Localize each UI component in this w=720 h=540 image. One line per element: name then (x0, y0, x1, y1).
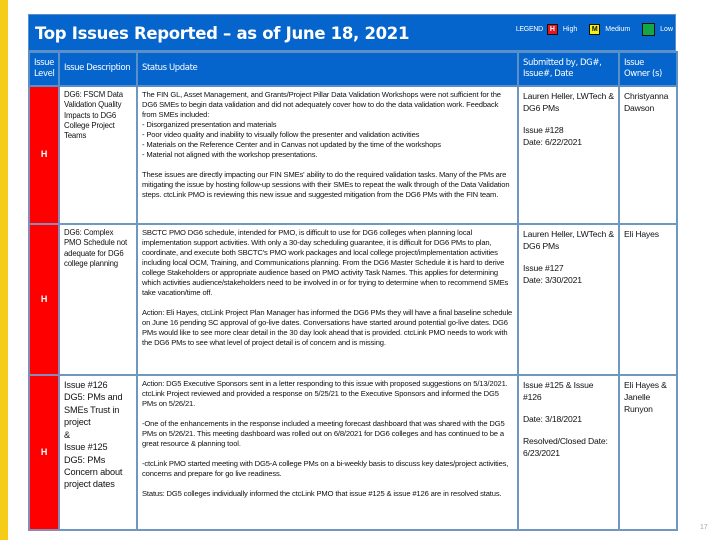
submitted-by (518, 224, 619, 375)
status-paragraph: The FIN GL, Asset Management, and Grants/Project Pillar Data Validation Workshops were not sufficient for the DG6 SMEs to begin data validation and did not adequately cover how to do the data validation work. Feedback from SMEs included: (142, 90, 501, 120)
legend (516, 23, 673, 36)
status-action: Action: Eli Hayes, ctcLink Project Plan Manager has informed the DG6 PMs they will have a final baseline schedule on June 16 pending SC approval of go-live dates. Conversations have started around potential go-live dates. DG6 PMs would like to see more clear detail in the 30 day look ahead that is provided. ctcLink PMO needs to work with the DG6 PMs to see what level of project detail is of concern and is missing. (142, 308, 513, 348)
status-paragraph: -One of the enhancements in the response included a meeting forecast dashboard that was shared with the DG5 PMs on 5/26/21. This meeting dashboard was rolled out on 6/8/2021 for DG6 colleges and has continued to be a great resource & planning tool. (142, 419, 505, 449)
issue-level-badge: H (29, 375, 59, 530)
description-line: Issue #125 (64, 442, 108, 453)
legend-low-swatch (642, 23, 655, 36)
status-update (137, 86, 518, 224)
issues-sheet (28, 14, 676, 531)
col-header-owner: Issue Owner (s) (619, 52, 677, 86)
status-paragraph: These issues are directly impacting our FIN SMEs' ability to do the required validation tasks. Many of the PMs are mitigating the issue by hosting follow-up sessions with their SMEs to repeat the walk through of the Data Validation steps. ctcLink PMO is reviewing this new issue and suggested mitigation from the DG6 PMs with the FIN team. (142, 170, 510, 200)
description-line: DG5: PMs and SMEs Trust in project (64, 392, 123, 428)
status-paragraph: SBCTC PMO DG6 schedule, intended for PMO, is difficult to use for DG6 colleges when planning local implementation support activities. With only a 30-day scheduling guarantee, it is difficult for DG6 PMs to plan, coordinate, and execute both SBCTC's PMO work packages and local college project/implementation activities including local OCM, Training, and Communications planning. From the DG6 Master Schedule it is hard to derive college Stakeholders or appropriate audience based on PMO activity Task Names. This applies for determining which activities audience/stakeholders need to be involved in or for trying to determine when to recommend SMEs take vacation/time off. (142, 228, 509, 298)
issue-description (59, 375, 137, 530)
issue-owner: Christyanna Dawson (619, 86, 677, 224)
description-line: Issue #126 (64, 380, 108, 390)
issue-number: Issue #127 (523, 263, 564, 274)
issue-description: DG6: Complex PMO Schedule not adequate for DG6 college planning (59, 224, 137, 375)
accent-bar (0, 0, 8, 540)
legend-label: LEGEND (515, 26, 543, 33)
status-bullet: - Poor video quality and inability to visually follow the presenter and validation activities (142, 130, 420, 140)
table-row (29, 224, 677, 375)
col-header-description: Issue Description (59, 52, 137, 86)
issue-level-badge: H (29, 86, 59, 224)
issues-table (28, 51, 678, 531)
issue-level-badge: H (29, 224, 59, 375)
table-row (29, 375, 677, 530)
submitter: Lauren Heller, LWTech & DG6 PMs (523, 91, 614, 114)
legend-medium-swatch: M (589, 24, 600, 35)
col-header-submitted: Submitted by, DG#, Issue#, Date (518, 52, 619, 86)
header-row (29, 52, 677, 86)
status-update (137, 224, 518, 375)
status-resolution: Status: DG5 colleges individually informed the ctcLink PMO that issue #125 & issue #126 are in resolved status. (142, 489, 502, 499)
submitted-by (518, 86, 619, 224)
description-line: DG5: PMs Concern about project dates (64, 454, 123, 490)
legend-low-label: Low (660, 26, 673, 33)
page-title: Top Issues Reported – as of June 18, 2021 (35, 24, 410, 43)
issue-number: Issue #125 & Issue #126 (523, 380, 594, 403)
page-number: 17 (700, 524, 708, 531)
issue-date: Date: 6/22/2021 (523, 137, 582, 148)
submitter: Lauren Heller, LWTech & DG6 PMs (523, 229, 614, 252)
status-bullet: - Disorganized presentation and materials (142, 120, 277, 130)
issue-date: Date: 3/30/2021 (523, 275, 582, 286)
legend-high-label: High (562, 26, 578, 33)
title-bar (28, 14, 676, 51)
issue-owner: Eli Hayes & Janelle Runyon (619, 375, 677, 530)
status-paragraph: -ctcLink PMO started meeting with DG5-A college PMs on a bi-weekly basis to discuss key dates/project activities, concerns and prepare for go live readiness. (142, 459, 509, 479)
submitted-by (518, 375, 619, 530)
status-action: Action: DG5 Executive Sponsors sent in a letter responding to this issue with proposed suggestions on 5/13/2021. ctcLink Project reviewed and provided a response on 5/25/21 to the Executive Sponsors and informed the DG5 PMs on 5/26/21. (142, 379, 508, 409)
legend-medium-label: Medium (605, 26, 631, 33)
col-header-status: Status Update (137, 52, 518, 86)
status-update (137, 375, 518, 530)
legend-high-swatch: H (547, 24, 558, 35)
status-bullet: - Material not aligned with the workshop presentations. (142, 150, 318, 160)
description-line: & (64, 429, 70, 440)
issue-description: DG6: FSCM Data Validation Quality Impacts to DG6 College Project Teams (59, 86, 137, 224)
col-header-level: Issue Level (29, 52, 59, 86)
issue-number: Issue #128 (523, 125, 564, 136)
resolved-date: Resolved/Closed Date: 6/23/2021 (523, 436, 608, 459)
status-bullet: - Materials on the Reference Center and in Canvas not updated by the time of the workshops (142, 140, 441, 150)
issue-owner: Eli Hayes (619, 224, 677, 375)
issue-date: Date: 3/18/2021 (523, 414, 582, 425)
table-row (29, 86, 677, 224)
